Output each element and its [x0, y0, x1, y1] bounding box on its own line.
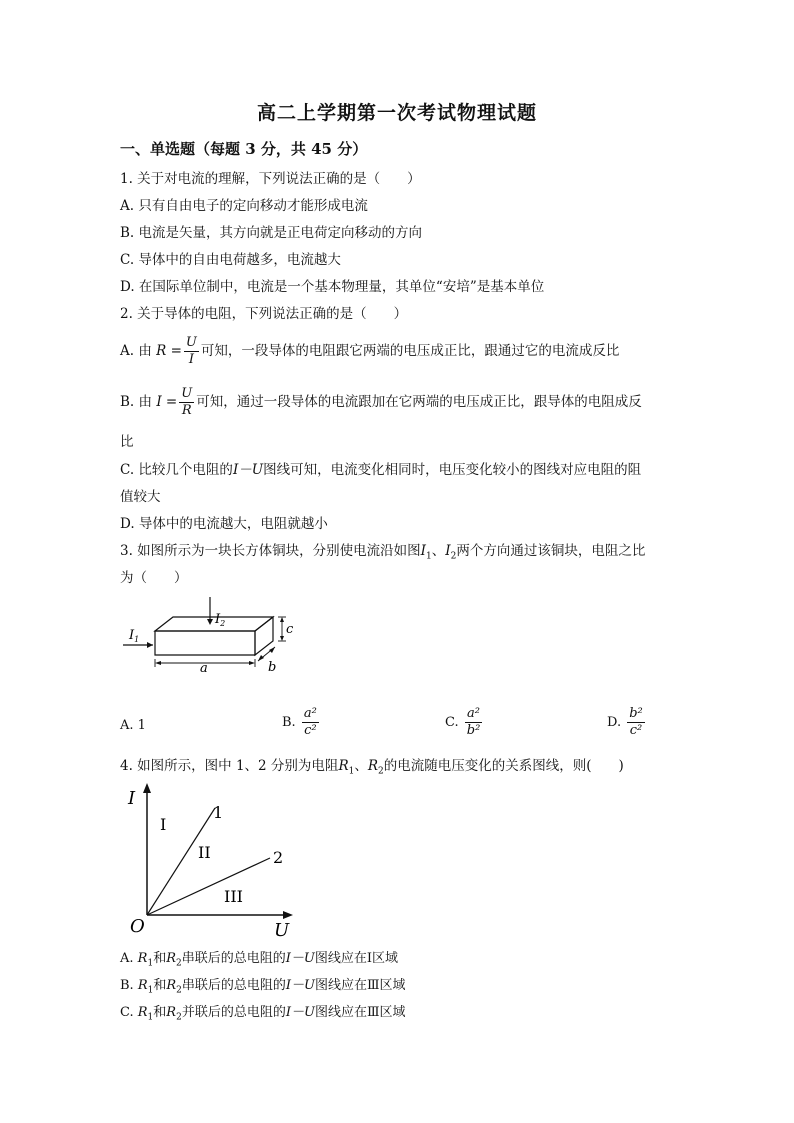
q2-option-b: B. 由 I = $\frac{U}{R}$ 可知，通过一段导体的电流跟加在它两端的电压成正比，跟导体的电阻成反 [120, 386, 642, 418]
q1-stem: 1. 关于对电流的理解，下列说法正确的是（ ） [120, 171, 421, 187]
axis-x-label: U [274, 920, 290, 940]
axis-y-label: I [128, 788, 136, 809]
q3-option-b: B. $\frac{\text{a²}}{\text{c²}}$ [282, 706, 317, 738]
dimension-c-label: c [286, 622, 294, 637]
copper-block-figure [115, 595, 305, 675]
page-title: 高二上学期第一次考试物理试题 [256, 102, 537, 124]
q3-option-d: D. $\frac{\text{b²}}{\text{c²}}$ [607, 706, 643, 738]
q1-option-c: C. 导体中的自由电荷越多，电流越大 [120, 252, 341, 268]
formula-fraction: $\frac{U}{R}$ [181, 386, 193, 418]
q1-option-a: A. 只有自由电子的定向移动才能形成电流 [120, 198, 368, 214]
q3-option-a: A. 1 [120, 718, 146, 733]
q3-stem-line1: 3. 如图所示为一块长方体铜块，分别使电流沿如图$I_1$、$I_2$两个方向通过该铜块，电阻之比 [120, 543, 646, 562]
line-2-label: 2 [273, 848, 284, 867]
region-1-label: I [160, 815, 167, 834]
dimension-b-label: b [268, 660, 277, 675]
formula-fraction: $\frac{U}{I}$ [185, 335, 197, 367]
q2-option-b-cont: 比 [120, 434, 134, 450]
q2-option-c-line1: C. 比较几个电阻的I－U图线可知，电流变化相同时，电压变化较小的图线对应电阻的阻 [120, 462, 642, 478]
q4-stem: 4. 如图所示，图中 1、2 分别为电阻$R_1$、$R_2$的电流随电压变化的关系图线，则( ) [120, 758, 624, 777]
q1-option-b: B. 电流是矢量，其方向就是正电荷定向移动的方向 [120, 225, 423, 241]
origin-label: O [130, 916, 145, 937]
iu-graph [120, 780, 300, 940]
q4-option-b: B. $R_1$和$R_2$串联后的总电阻的I－U图线应在Ⅲ区域 [120, 978, 406, 996]
section-heading: 一、单选题（每题 3 分，共 45 分） [120, 140, 368, 158]
q2-option-d: D. 导体中的电流越大，电阻就越小 [120, 516, 328, 532]
q4-option-c: C. $R_1$和$R_2$并联后的总电阻的I－U图线应在Ⅲ区域 [120, 1005, 406, 1023]
q4-option-a: A. $R_1$和$R_2$串联后的总电阻的I－U图线应在Ⅰ区域 [120, 951, 398, 969]
q2-stem: 2. 关于导体的电阻，下列说法正确的是（ ） [120, 306, 408, 322]
i2-label: $I_2$ [215, 612, 226, 628]
dimension-a-label: a [200, 661, 208, 675]
region-2-label: II [198, 843, 211, 862]
region-3-label: III [224, 887, 243, 906]
q2-option-c-line2: 值较大 [120, 489, 161, 505]
q2-option-a: A. 由 R = $\frac{U}{I}$ 可知，一段导体的电阻跟它两端的电压成正比，跟通过它的电流成反比 [120, 335, 620, 367]
q3-option-c: C. $\frac{\text{a²}}{\text{b²}}$ [445, 706, 481, 738]
q1-option-d: D. 在国际单位制中，电流是一个基本物理量，其单位“安培”是基本单位 [120, 279, 545, 295]
q3-stem-line2: 为（ ） [120, 570, 188, 586]
line-1-label: 1 [213, 803, 224, 822]
i1-label: $I_1$ [129, 628, 140, 644]
